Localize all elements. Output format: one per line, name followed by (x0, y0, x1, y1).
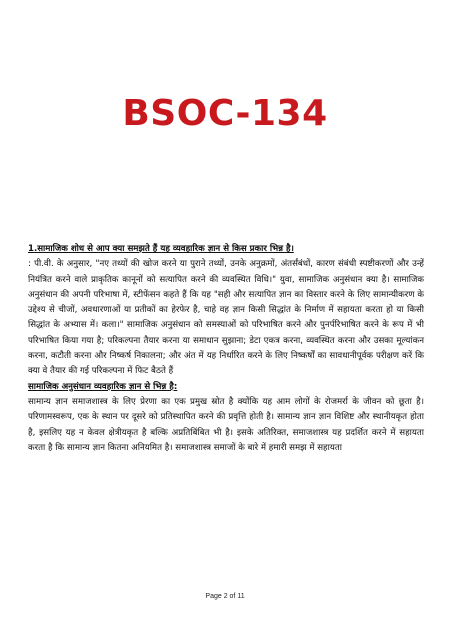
question-heading: 1.सामाजिक शोध से आप क्या समझते हैं यह व्यवहारिक ज्ञान से किस प्रकार भिन्न है। (28, 244, 294, 254)
paragraph-common-sense (28, 395, 424, 456)
paragraph-definition: : पी.वी. के अनुसार, "नए तथ्यों की खोज करने या पुराने तथ्यों, उनके अनुक्रमों, अंतर्संबंधों, कारण संबंधी स्पष्टीकरणों और उन्हें नियंत्रित करने वाले प्राकृतिक कानूनों को सत्यापित करने की व्यवस्थित विधि।" युवा, सामाजिक अनुसंधान क्या है। सामाजिक अनुसंधान की अपनी परिभाषा में, स्टीफेंसन कहते हैं कि यह "सही और सत्यापित ज्ञान का विस्तार करने के लिए सामान्यीकरण के उद्देश्य से चीजों, अवधारणाओं या प्रतीकों का हेरफेर है, चाहे वह ज्ञान किसी सिद्धांत के निर्माण में सहायता करता हो या किसी सिद्धांत के अभ्यास में। कला।" सामाजिक अनुसंधान को समस्याओं को परिभाषित करने और पुनर्परिभाषित करने के रूप में भी परिभाषित किया गया है; परिकल्पना तैयार करना या समाधान सुझाना; डेटा एकत्र करना, व्यवस्थित करना और उसका मूल्यांकन करना, कटौती करना और निष्कर्ष निकालना; और अंत में यह निर्धारित करने के लिए निष्कर्षों का सावधानीपूर्वक परीक्षण करें कि क्या वे तैयार की गई परिकल्पना में फिट बैठते हैं (28, 259, 424, 377)
paragraph-common-sense-text: सामान्य ज्ञान समाजशास्त्र के लिए प्रेरणा का एक प्रमुख स्रोत है क्योंकि यह आम लोगों के रोजमर्रा के जीवन को छूता है। परिणामस्वरूप, एक के स्थान पर दूसरे को प्रतिस्थापित करने की प्रवृत्ति होती है। (28, 396, 424, 423)
paragraph-common-sense-rest: सामान्य ज्ञान ज्ञान विशिष्ट और स्थानीयकृत होता है, इसलिए यह न केवल क्षेत्रीयकृत है बल्कि अप्रतिबिंबित भी है। इसके अतिरिक्त, समाजशास्त्र यह प्रदर्शित करने में सहायता करता है कि सामान्य ज्ञान कितना अनियमित है। समाजशास्त्र समाजों के बारे में हमारी समझ में सहायता (28, 412, 425, 453)
section-subheading: सामाजिक अनुसंधान व्यवहारिक ज्ञान से भिन्न है: (28, 381, 178, 392)
document-body (28, 242, 424, 456)
page-title: BSOC-134 (122, 93, 328, 134)
page-number-footer: Page 2 of 11 (205, 593, 245, 600)
